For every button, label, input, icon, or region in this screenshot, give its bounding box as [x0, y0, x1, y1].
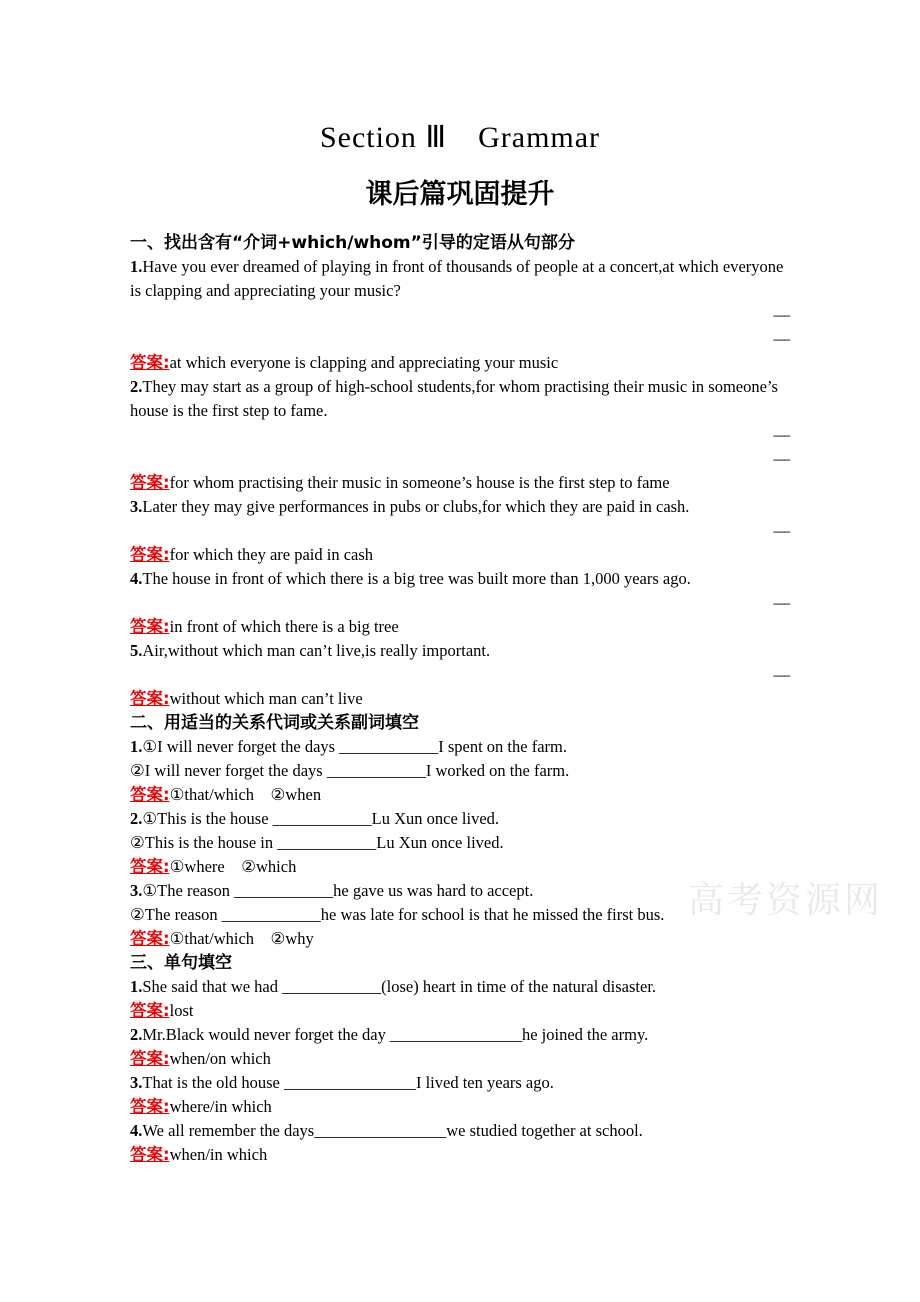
question-item	[130, 975, 790, 1023]
question-number: 2.	[130, 809, 143, 828]
section3-heading: 三、单句填空	[130, 953, 232, 973]
answer-text: ①that/which ②why	[169, 929, 314, 948]
question-item	[130, 735, 790, 807]
answer-blank-line	[130, 303, 790, 327]
answer-label: 答案:	[130, 929, 170, 948]
blank-dash: —	[773, 329, 790, 348]
question-number: 4.	[130, 569, 143, 588]
answer-label: 答案:	[130, 785, 170, 804]
answer-text: for which they are paid in cash	[169, 545, 374, 564]
question-text	[130, 735, 790, 759]
answer-line	[130, 351, 790, 375]
question-number: 1.	[130, 977, 143, 996]
question-item	[130, 255, 790, 375]
answer-label: 答案:	[130, 473, 170, 492]
question-item	[130, 639, 790, 711]
answer-blank-line	[130, 663, 790, 687]
question-body: We all remember the days________________we studied together at school.	[142, 1121, 643, 1140]
question-number: 5.	[130, 641, 143, 660]
answer-line	[130, 783, 790, 807]
answer-line	[130, 1047, 790, 1071]
question-text	[130, 807, 790, 831]
page-title: Section Ⅲ Grammar	[319, 121, 601, 154]
question-item	[130, 375, 790, 495]
question-item	[130, 807, 790, 879]
answer-line	[130, 1143, 790, 1167]
question-number: 3.	[130, 497, 143, 516]
question-body: ②I will never forget the days ____________I worked on the farm.	[130, 761, 570, 780]
question-text	[130, 639, 790, 663]
answer-blank-line	[130, 591, 790, 615]
question-body: ②This is the house in ____________Lu Xun once lived.	[130, 833, 504, 852]
answer-line	[130, 999, 790, 1023]
blank-dash: —	[773, 449, 790, 468]
question-text	[130, 567, 790, 591]
question-text	[130, 1023, 790, 1047]
question-text	[130, 975, 790, 999]
answer-blank-line	[130, 327, 790, 351]
answer-label: 答案:	[130, 857, 170, 876]
answer-text: ①where ②which	[169, 857, 297, 876]
question-item	[130, 495, 790, 567]
question-number: 2.	[130, 377, 143, 396]
answer-text: lost	[169, 1001, 194, 1020]
watermark: 高考资源网	[688, 880, 884, 921]
question-text	[130, 879, 790, 903]
question-text	[130, 1071, 790, 1095]
question-text	[130, 759, 790, 783]
question-body: That is the old house ________________I lived ten years ago.	[142, 1073, 554, 1092]
blank-dash: —	[773, 665, 790, 684]
question-text	[130, 495, 790, 519]
question-text	[130, 255, 790, 303]
document-content	[130, 112, 790, 1167]
answer-label: 答案:	[130, 1049, 170, 1068]
answer-text: when/on which	[169, 1049, 271, 1068]
answer-line	[130, 1095, 790, 1119]
question-text	[130, 831, 790, 855]
question-number: 1.	[130, 737, 143, 756]
question-text	[130, 1119, 790, 1143]
answer-line	[130, 543, 790, 567]
question-body: Mr.Black would never forget the day ________________he joined the army.	[142, 1025, 649, 1044]
question-text	[130, 375, 790, 423]
question-body: Have you ever dreamed of playing in front of thousands of people at a concert,at which everyone is clapping and appreciating your music?	[130, 257, 784, 300]
answer-text: where/in which	[169, 1097, 272, 1116]
answer-blank-line	[130, 519, 790, 543]
question-number: 1.	[130, 257, 143, 276]
question-body: ②The reason ____________he was late for school is that he missed the first bus.	[130, 905, 665, 924]
answer-line	[130, 615, 790, 639]
question-body: Air,without which man can’t live,is really important.	[142, 641, 491, 660]
answer-text: in front of which there is a big tree	[169, 617, 399, 636]
question-number: 3.	[130, 881, 143, 900]
question-item	[130, 1119, 790, 1167]
question-number: 4.	[130, 1121, 143, 1140]
question-body: She said that we had ____________(lose) heart in time of the natural disaster.	[142, 977, 657, 996]
answer-text: when/in which	[169, 1145, 268, 1164]
question-body: ①This is the house ____________Lu Xun once lived.	[142, 809, 500, 828]
question-body: ①I will never forget the days ____________I spent on the farm.	[142, 737, 567, 756]
answer-blank-line	[130, 447, 790, 471]
section1-heading: 一、找出含有“介词+which/whom”引导的定语从句部分	[130, 233, 575, 253]
answer-label: 答案:	[130, 689, 170, 708]
page-subtitle: 课后篇巩固提升	[365, 179, 555, 210]
answer-line	[130, 471, 790, 495]
question-body: The house in front of which there is a big tree was built more than 1,000 years ago.	[142, 569, 691, 588]
question-body: ①The reason ____________he gave us was hard to accept.	[142, 881, 534, 900]
question-number: 3.	[130, 1073, 143, 1092]
answer-line	[130, 687, 790, 711]
answer-line	[130, 927, 790, 951]
answer-label: 答案:	[130, 617, 170, 636]
question-item	[130, 879, 790, 951]
question-item	[130, 1023, 790, 1071]
blank-dash: —	[773, 521, 790, 540]
question-body: They may start as a group of high-school students,for whom practising their music in someone’s house is the first step to fame.	[130, 377, 778, 420]
answer-text: without which man can’t live	[169, 689, 363, 708]
blank-dash: —	[773, 593, 790, 612]
answer-label: 答案:	[130, 1001, 170, 1020]
answer-label: 答案:	[130, 1145, 170, 1164]
section2-heading: 二、用适当的关系代词或关系副词填空	[130, 713, 419, 733]
question-text	[130, 903, 790, 927]
blank-dash: —	[773, 305, 790, 324]
blank-dash: —	[773, 425, 790, 444]
answer-label: 答案:	[130, 545, 170, 564]
question-item	[130, 1071, 790, 1119]
answer-line	[130, 855, 790, 879]
answer-blank-line	[130, 423, 790, 447]
question-number: 2.	[130, 1025, 143, 1044]
question-item	[130, 567, 790, 639]
answer-label: 答案:	[130, 1097, 170, 1116]
answer-text: ①that/which ②when	[169, 785, 322, 804]
question-body: Later they may give performances in pubs or clubs,for which they are paid in cash.	[142, 497, 690, 516]
answer-text: at which everyone is clapping and appreciating your music	[169, 353, 559, 372]
answer-text: for whom practising their music in someone’s house is the first step to fame	[169, 473, 670, 492]
answer-label: 答案:	[130, 353, 170, 372]
